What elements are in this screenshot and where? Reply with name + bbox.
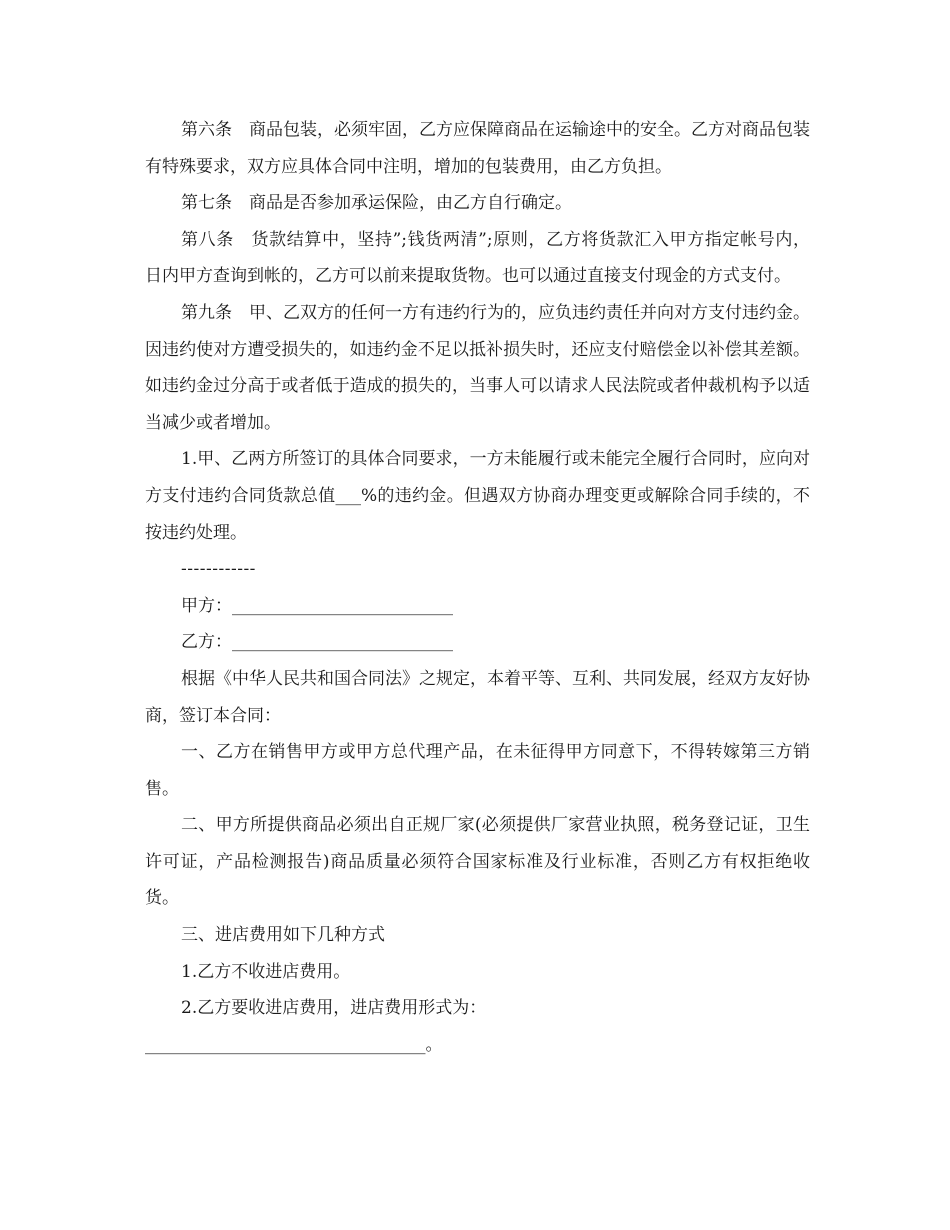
party-a-signature-line: 甲方：__________________________ <box>181 595 453 616</box>
contract-preamble-paragraph: 根据《中华人民共和国合同法》之规定，本着平等、互利、共同发展，经双方友好协商，签订本合同： <box>145 668 810 726</box>
section-3-heading: 三、进店费用如下几种方式 <box>181 925 385 946</box>
article-9-paragraph: 第九条 甲、乙双方的任何一方有违约行为的，应负违约责任并向对方支付违约金。因违约使对方遭受损失的，如违约金不足以抵补损失时，还应支付赔偿金以补偿其差额。如违约金过分高于或者低于造成的损失的，当事人可以请求人民法院或者仲裁机构予以适当减少或者增加。 <box>145 302 810 433</box>
document-page <box>145 112 810 1063</box>
article-8-paragraph: 第八条 货款结算中，坚持”;钱货两清”;原则，乙方将货款汇入甲方指定帐号内， 日内甲方查询到帐的，乙方可以前来提取货物。也可以通过直接支付现金的方式支付。 <box>145 229 810 287</box>
party-b-signature-line: 乙方：__________________________ <box>181 632 453 653</box>
clause-1-paragraph: 1.甲、乙两方所签订的具体合同要求，一方未能履行或未能完全履行合同时，应向对方支付违约合同货款总值___%的违约金。但遇双方协商办理变更或解除合同手续的，不按违约处理。 <box>145 449 810 543</box>
fee-form-blank-line: _________________________________。 <box>145 1034 443 1055</box>
article-6-paragraph: 第六条 商品包装，必须牢固，乙方应保障商品在运输途中的安全。乙方对商品包装有特殊要求，双方应具体合同中注明，增加的包装费用，由乙方负担。 <box>145 120 810 177</box>
section-3-option-1: 1.乙方不收进店费用。 <box>181 961 351 982</box>
section-1-paragraph: 一、乙方在销售甲方或甲方总代理产品，在未征得甲方同意下，不得转嫁第三方销售。 <box>145 742 810 799</box>
separator-line: ------------ <box>181 559 256 580</box>
section-2-paragraph: 二、甲方所提供商品必须出自正规厂家(必须提供厂家营业执照，税务登记证，卫生许可证，产品检测报告)商品质量必须符合国家标准及行业标准，否则乙方有权拒绝收货。 <box>145 815 810 909</box>
article-7-paragraph: 第七条 商品是否参加承运保险，由乙方自行确定。 <box>181 193 572 214</box>
section-3-option-2: 2.乙方要收进店费用，进店费用形式为： <box>181 998 487 1019</box>
